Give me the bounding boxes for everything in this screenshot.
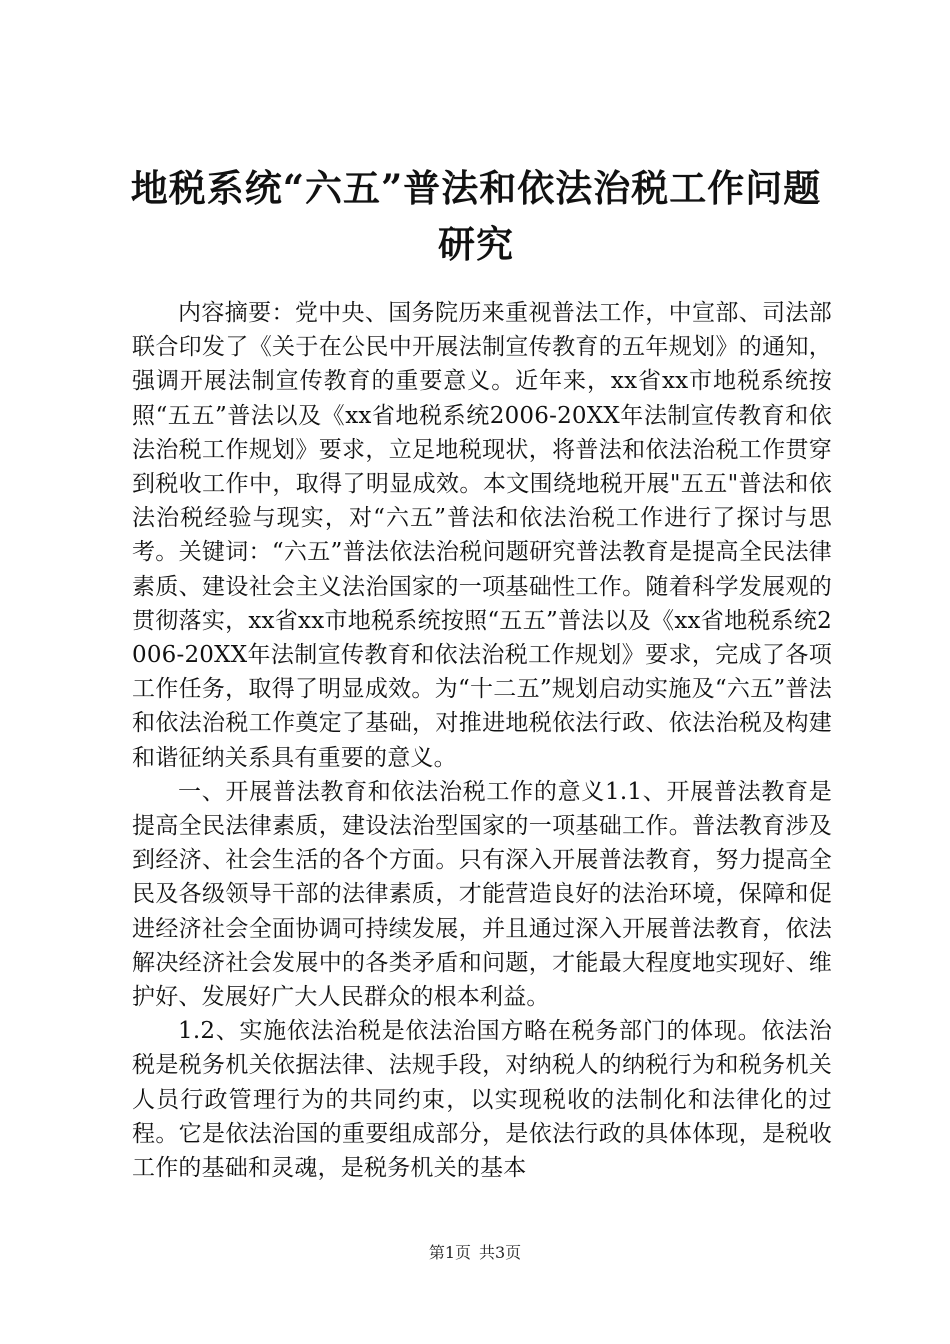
paragraph-section-1-2: 1.2、实施依法治税是依法治国方略在税务部门的体现。依法治税是税务机关依据法律、法规手段，对纳税人的纳税行为和税务机关人员行政管理行为的共同约束，以实现税收的法制化和法律化的过程。它是依法治国的重要组成部分，是依法行政的具体体现，是税收工作的基础和灵魂，是税务机关的基本	[132, 1018, 832, 1182]
paragraph-abstract: 内容摘要：党中央、国务院历来重视普法工作，中宣部、司法部联合印发了《关于在公民中开展法制宣传教育的五年规划》的通知，强调开展法制宣传教育的重要意义。近年来，xx省xx市地税系统按照“五五”普法以及《xx省地税系统2006-20XX年法制宣传教育和依法治税工作规划》要求，立足地税现状，将普法和依法治税工作贯穿到税收工作中，取得了明显成效。本文围绕地税开展"五五"普法和依法治税经验与现实，对“六五”普法和依法治税工作进行了探讨与思考。关键词：“六五”普法依法治税问题研究普法教育是提高全民法律素质、建设社会主义法治国家的一项基础性工作。随着科学发展观的贯彻落实，xx省xx市地税系统按照“五五”普法以及《xx省地税系统2006-20XX年法制宣传教育和依法治税工作规划》要求，完成了各项工作任务，取得了明显成效。为“十二五”规划启动实施及“六五”普法和依法治税工作奠定了基础，对推进地税依法行政、依法治税及构建和谐征纳关系具有重要的意义。	[132, 300, 832, 771]
page-footer	[0, 1240, 950, 1263]
page-number: 第1页	[428, 1243, 471, 1262]
page-total: 共3页	[479, 1243, 522, 1262]
document-title: 地税系统“六五”普法和依法治税工作问题研究	[130, 166, 822, 266]
document-body	[132, 296, 832, 1185]
paragraph-section-1: 一、开展普法教育和依法治税工作的意义1.1、开展普法教育是提高全民法律素质，建设法治型国家的一项基础工作。普法教育涉及到经济、社会生活的各个方面。只有深入开展普法教育，努力提高全民及各级领导干部的法律素质，才能营造良好的法治环境，保障和促进经济社会全面协调可持续发展，并且通过深入开展普法教育，依法解决经济社会发展中的各类矛盾和问题，才能最大程度地实现好、维护好、发展好广大人民群众的根本利益。	[132, 778, 832, 1011]
